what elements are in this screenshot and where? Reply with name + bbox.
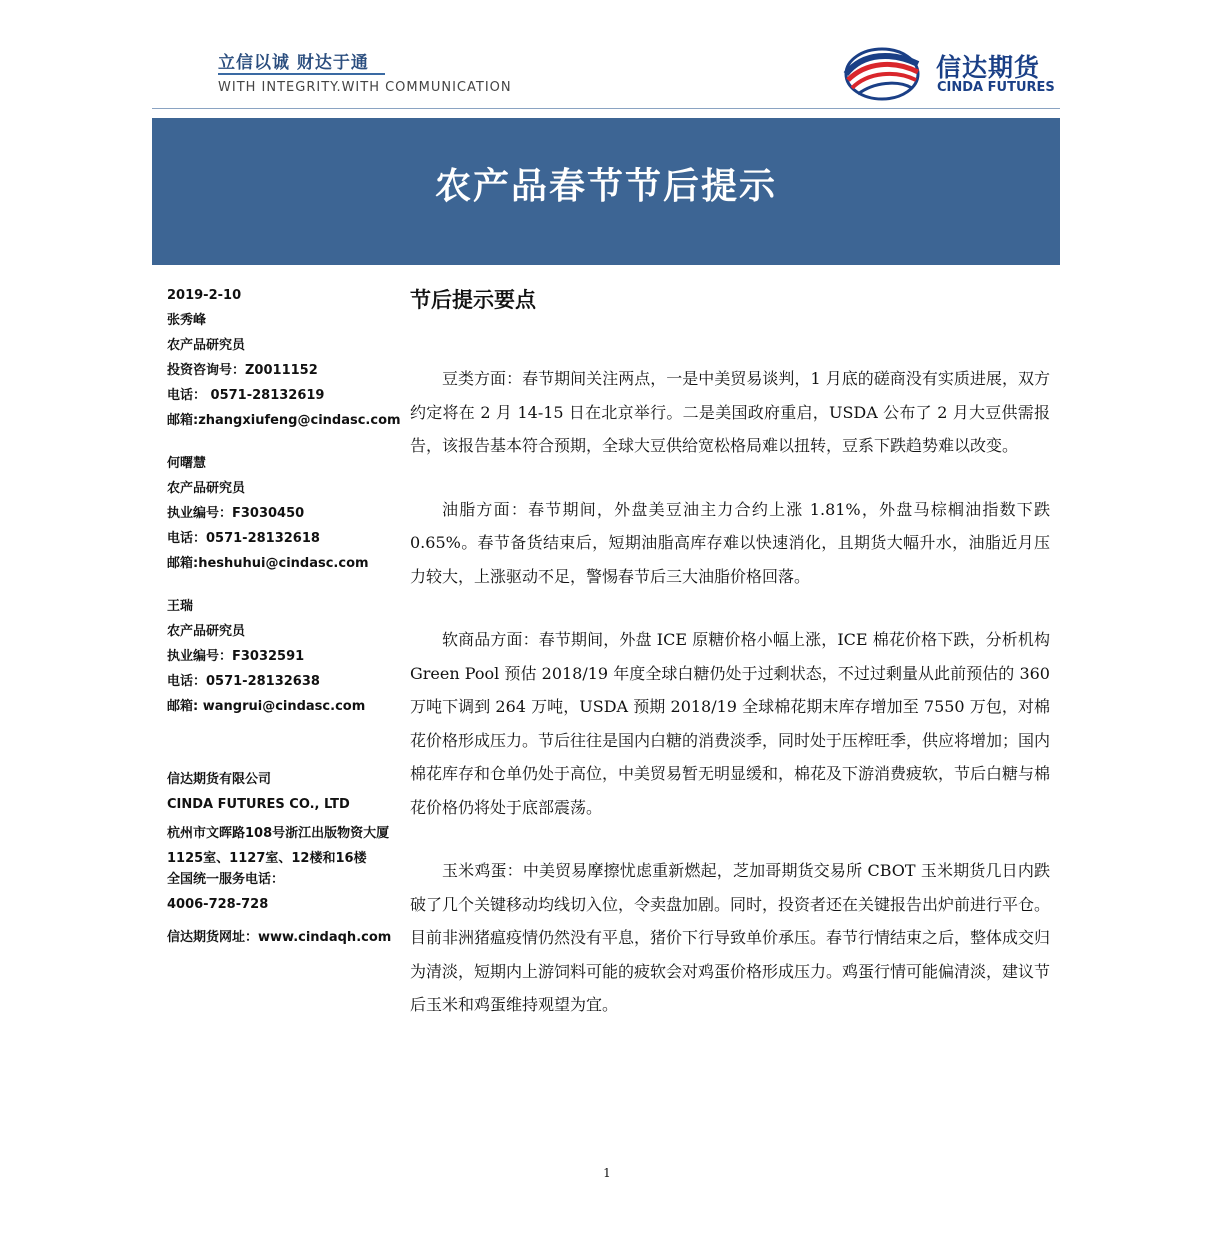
analyst-role: 农产品研究员 (167, 624, 246, 639)
main-content (410, 284, 1050, 1052)
company-name-cn: 信达期货有限公司 (167, 772, 272, 787)
paragraph-corn-eggs: 玉米鸡蛋：中美贸易摩擦忧虑重新燃起，芝加哥期货交易所 CBOT 玉米期货几日内跌破了几个关键移动均线切入位，令卖盘加剧。同时，投资者还在关键报告出炉前进行平仓。目前非洲猪瘟疫情仍然没有平息，猪价下行导致单价承压。春节行情结束之后，整体成交归为清淡，短期内上游饲料可能的疲软会对鸡蛋价格形成压力。鸡蛋行情可能偏清淡，建议节后玉米和鸡蛋维持观望为宜。 (410, 861, 1051, 1014)
analyst-name: 王瑞 (167, 599, 194, 614)
company-website[interactable]: 信达期货网址：www.cindaqh.com (167, 930, 392, 945)
slogan-underline (218, 73, 385, 75)
hotline-label: 全国统一服务电话： (167, 872, 285, 887)
analyst-name: 张秀峰 (167, 313, 207, 328)
paragraph-softs: 软商品方面：春节期间，外盘 ICE 原糖价格小幅上涨，ICE 棉花价格下跌，分析机构 Green Pool 预估 2018/19 年度全球白糖仍处于过剩状态，不过过剩量从此前预估的 360 万吨下调到 264 万吨，USDA 预期 2018/19 全球棉花期末库存增加至 7550 万包，对棉花价格形成压力。节后往往是国内白糖的消费淡季，同时处于压榨旺季，供应将增加；国内棉花库存和仓单仍处于高位，中美贸易暂无明显缓和，棉花及下游消费疲软，节后白糖与棉花价格仍将处于底部震荡。 (410, 630, 1051, 817)
analyst-license: 执业编号：F3032591 (167, 649, 305, 664)
analyst-license: 投资咨询号：Z0011152 (167, 363, 318, 378)
analyst-name: 何曙慧 (167, 456, 207, 471)
analyst-phone: 电话：0571-28132638 (167, 674, 320, 689)
section-heading: 节后提示要点 (410, 287, 536, 312)
analyst-role: 农产品研究员 (167, 481, 246, 496)
hotline-number: 4006-728-728 (167, 897, 269, 912)
logo-swoosh-icon (838, 44, 928, 102)
analyst-email[interactable]: 邮箱:heshuhui@cindasc.com (167, 556, 369, 571)
company-logo (838, 44, 1078, 102)
slogan-cn: 立信以诚 财达于通 (218, 53, 369, 73)
analyst-email[interactable]: 邮箱: wangrui@cindasc.com (167, 699, 366, 714)
report-date: 2019-2-10 (167, 288, 242, 303)
analyst-phone: 电话：0571-28132618 (167, 531, 320, 546)
company-name-en: CINDA FUTURES CO., LTD (167, 797, 350, 812)
author-sidebar (167, 287, 401, 954)
header-divider (152, 108, 1060, 109)
analyst-phone: 电话： 0571-28132619 (167, 388, 325, 403)
paragraph-oils: 油脂方面：春节期间，外盘美豆油主力合约上涨 1.81%，外盘马棕榈油指数下跌 0.65%。春节备货结束后，短期油脂高库存难以快速消化，且期货大幅升水，油脂近月压力较大，上涨驱动不足，警惕春节后三大油脂价格回落。 (410, 499, 1050, 586)
report-title: 农产品春节节后提示 (434, 165, 777, 207)
title-banner (152, 118, 1060, 265)
analyst-license: 执业编号：F3030450 (167, 506, 305, 521)
analyst-role: 农产品研究员 (167, 338, 246, 353)
page-number: 1 (603, 1166, 611, 1180)
logo-name-en: CINDA FUTURES (937, 80, 1055, 95)
logo-name-cn: 信达期货 (936, 53, 1041, 82)
analyst-email[interactable]: 邮箱:zhangxiufeng@cindasc.com (167, 413, 401, 428)
company-address: 杭州市文晖路108号浙江出版物资大厦1125室、1127室、12楼和16楼 (167, 826, 390, 866)
paragraph-soybean: 豆类方面：春节期间关注两点，一是中美贸易谈判，1 月底的磋商没有实质进展，双方约定将在 2 月 14-15 日在北京举行。二是美国政府重启，USDA 公布了 2 月大豆供需报告，该报告基本符合预期，全球大豆供给宽松格局难以扭转，豆系下跌趋势难以改变。 (410, 369, 1050, 455)
slogan-en: WITH INTEGRITY.WITH COMMUNICATION (218, 80, 512, 95)
